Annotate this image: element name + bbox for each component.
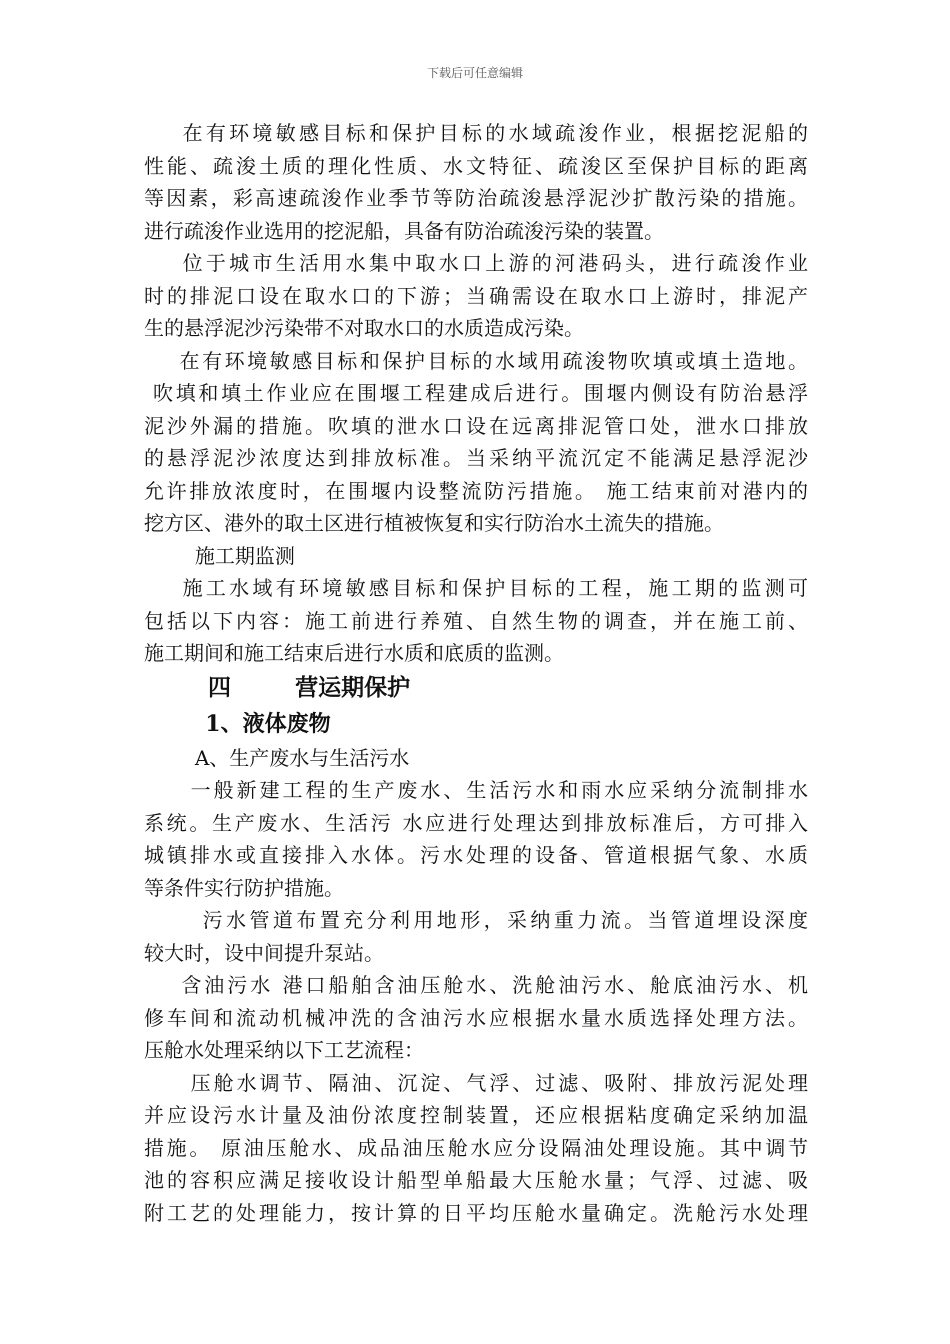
text-line: 较大时，设中间提升泵站。 [144, 940, 384, 965]
text-line: 时的排泥口设在取水口的下游；当确需设在取水口上游时，排泥产 [144, 283, 808, 308]
text-line: 城镇排水或直接排入水体。污水处理的设备、管道根据气象、水质 [144, 843, 808, 867]
text-line: 在有环境敏感目标和保护目标的水域疏浚作业，根据挖泥船的 [144, 121, 808, 145]
text-line: 含油污水 港口船舶含油压舱水、洗舱油污水、舱底油污水、机 [144, 973, 808, 997]
text-line: 允许排放浓度时，在围堰内设整流防污措施。 施工结束前对港内的 [144, 478, 808, 503]
text-line: 在有环境敏感目标和保护目标的水域用疏浚物吹填或填土造地。 [144, 348, 808, 373]
text-line: 的悬浮泥沙浓度达到排放标准。当采纳平流沉定不能满足悬浮泥沙 [144, 446, 808, 470]
text-line: 位于城市生活用水集中取水口上游的河港码头，进行疏浚作业 [144, 251, 808, 275]
text-line: 施工水域有环境敏感目标和保护目标的工程，施工期的监测可 [144, 576, 808, 600]
text-line: 挖方区、港外的取土区进行植被恢复和实行防治水土流失的措施。 [144, 511, 724, 535]
subsection-heading: 1、液体废物 [144, 710, 331, 737]
page-header: 下载后可任意编辑 [426, 66, 523, 80]
text-line: 等因素，彩高速疏浚作业季节等防治疏浚悬浮泥沙扩散污染的措施。 [144, 186, 808, 210]
text-line: 压舱水处理采纳以下工艺流程： [144, 1038, 424, 1062]
text-line: 进行疏浚作业选用的挖泥船，具备有防治疏浚污染的装置。 [144, 218, 664, 243]
text-line: 生的悬浮泥沙污染带不对取水口的水质造成污染。 [144, 316, 584, 340]
text-line: 包括以下内容：施工前进行养殖、自然生物的调查，并在施工前、 [144, 608, 808, 633]
text-line: 泥沙外漏的措施。吹填的泄水口设在远离排泥管口处，泄水口排放 [144, 413, 808, 438]
subsection-heading: A、生产废水与生活污水 [144, 745, 410, 770]
text-line: 等条件实行防护措施。 [144, 875, 344, 900]
section-heading: 四 营运期保护 [144, 673, 411, 701]
text-line: 压舱水调节、隔油、沉淀、气浮、过滤、吸附、排放污泥处理 [144, 1070, 808, 1095]
text-line: 性能、疏浚土质的理化性质、水文特征、疏浚区至保护目标的距离 [144, 153, 808, 178]
document-body [144, 117, 808, 1229]
subsection-heading: 施工期监测 [144, 543, 295, 568]
text-line: 系统。生产废水、生活污 水应进行处理达到排放标准后，方可排入 [144, 810, 808, 835]
text-line: 一般新建工程的生产废水、生活污水和雨水应采纳分流制排水 [144, 778, 808, 802]
text-line: 污水管道布置充分利用地形，采纳重力流。当管道埋设深度 [144, 908, 808, 932]
text-line: 施工期间和施工结束后进行水质和底质的监测。 [144, 641, 564, 665]
text-line: 并应设污水计量及油份浓度控制装置，还应根据粘度确定采纳加温 [144, 1103, 808, 1127]
text-line: 吹填和填土作业应在围堰工程建成后进行。围堰内侧设有防治悬浮 [144, 381, 808, 405]
text-line: 修车间和流动机械冲洗的含油污水应根据水量水质选择处理方法。 [144, 1005, 808, 1030]
text-line: 措施。 原油压舱水、成品油压舱水应分设隔油处理设施。其中调节 [144, 1135, 808, 1160]
text-line: 附工艺的处理能力，按计算的日平均压舱水量确定。洗舱污水处理 [144, 1200, 808, 1225]
text-line: 池的容积应满足接收设计船型单船最大压舱水量；气浮、过滤、吸 [144, 1168, 808, 1192]
